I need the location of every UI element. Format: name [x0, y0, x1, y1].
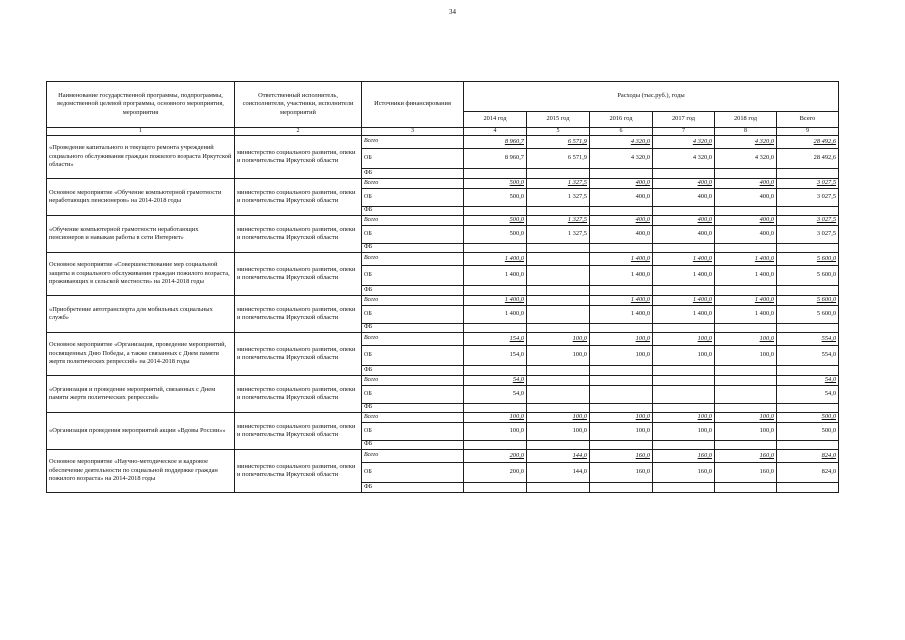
table-row [47, 333, 839, 346]
source-regional-label: ОБ [362, 386, 464, 404]
total-value-text: 500,0 [821, 413, 837, 421]
source-regional-label: ОБ [362, 423, 464, 441]
total-value [715, 136, 777, 149]
total-value [777, 450, 839, 463]
total-value [715, 296, 777, 306]
column-number: 9 [777, 128, 839, 136]
regional-value: 400,0 [715, 189, 777, 207]
source-total-label: Всего [362, 376, 464, 386]
federal-value [464, 169, 527, 179]
regional-value: 500,0 [777, 423, 839, 441]
total-value [653, 179, 715, 189]
total-value [715, 413, 777, 423]
total-value-text: 400,0 [759, 216, 774, 224]
total-value-text: 5 600,0 [816, 254, 837, 262]
item-name: Основное мероприятие «Организация, проведение мероприятий, посвященных Дню Победы, а также связанных с Днем памяти жертв политических репрессий» на 2014-2018 годы [47, 333, 235, 376]
federal-value [590, 207, 653, 216]
item-executor: министерство социального развития, опеки и попечительства Иркутской области [235, 296, 362, 333]
federal-value [715, 324, 777, 333]
column-number: 4 [464, 128, 527, 136]
regional-value: 5 600,0 [777, 266, 839, 286]
regional-value [715, 386, 777, 404]
federal-value [464, 324, 527, 333]
total-value-text: 1 400,0 [754, 296, 774, 304]
regional-value: 1 400,0 [653, 266, 715, 286]
regional-value: 400,0 [590, 226, 653, 244]
source-regional-label: ОБ [362, 306, 464, 324]
regional-value: 554,0 [777, 346, 839, 366]
source-total-label: Всего [362, 136, 464, 149]
source-regional-label: ОБ [362, 189, 464, 207]
federal-value [715, 483, 777, 493]
total-value-text: 824,0 [821, 451, 837, 459]
total-value-text: 1 327,5 [567, 179, 587, 187]
total-value [527, 136, 590, 149]
table-row [47, 296, 839, 306]
federal-value [715, 169, 777, 179]
total-value-text: 8 960,7 [504, 137, 524, 145]
total-value-text: 144,0 [572, 451, 587, 459]
page-number: 34 [449, 8, 456, 16]
table-row [47, 136, 839, 149]
header-year: 2015 год [527, 112, 590, 128]
total-value [590, 450, 653, 463]
header-year: 2014 год [464, 112, 527, 128]
total-value [777, 333, 839, 346]
federal-value [715, 207, 777, 216]
federal-value [527, 286, 590, 296]
regional-value: 500,0 [464, 189, 527, 207]
regional-value: 3 027,5 [777, 226, 839, 244]
total-value [590, 296, 653, 306]
total-value-text: 100,0 [759, 413, 774, 421]
item-name: «Обучение компьютерной грамотности неработающих пенсионеров и навыкам работы в сети Интернет» [47, 216, 235, 253]
regional-value: 1 327,5 [527, 189, 590, 207]
column-number: 3 [362, 128, 464, 136]
total-value [653, 136, 715, 149]
source-regional-label: ОБ [362, 149, 464, 169]
regional-value: 54,0 [777, 386, 839, 404]
federal-value [715, 286, 777, 296]
federal-value [590, 366, 653, 376]
regional-value: 8 960,7 [464, 149, 527, 169]
total-value [715, 376, 777, 386]
regional-value: 400,0 [653, 226, 715, 244]
item-executor: министерство социального развития, опеки и попечительства Иркутской области [235, 253, 362, 296]
source-regional-label: ОБ [362, 346, 464, 366]
item-name: «Организация и проведение мероприятий, связанных с Днем памяти жертв политических репрессий» [47, 376, 235, 413]
source-federal-label: ФБ [362, 244, 464, 253]
total-value-text: 100,0 [572, 413, 587, 421]
source-federal-label: ФБ [362, 207, 464, 216]
regional-value: 500,0 [464, 226, 527, 244]
total-value-text: 160,0 [759, 451, 774, 459]
federal-value [590, 169, 653, 179]
header-year: 2018 год [715, 112, 777, 128]
total-value [590, 376, 653, 386]
federal-value [777, 366, 839, 376]
total-value [464, 136, 527, 149]
regional-value: 154,0 [464, 346, 527, 366]
header-expenses: Расходы (тыс.руб.), годы [464, 82, 839, 112]
table-row [47, 450, 839, 463]
federal-value [777, 483, 839, 493]
total-value-text: 28 492,6 [813, 137, 837, 145]
federal-value [464, 207, 527, 216]
regional-value: 1 400,0 [590, 306, 653, 324]
total-value [527, 376, 590, 386]
total-value-text: 100,0 [509, 413, 524, 421]
source-federal-label: ФБ [362, 366, 464, 376]
federal-value [464, 441, 527, 450]
federal-value [527, 244, 590, 253]
total-value [527, 413, 590, 423]
total-value-text: 554,0 [821, 334, 837, 342]
total-value-text: 5 600,0 [816, 296, 837, 304]
regional-value: 160,0 [715, 463, 777, 483]
total-value [590, 179, 653, 189]
item-name: «Приобретение автотранспорта для мобильных социальных служб» [47, 296, 235, 333]
regional-value [590, 386, 653, 404]
federal-value [590, 286, 653, 296]
federal-value [777, 441, 839, 450]
regional-value: 1 400,0 [715, 266, 777, 286]
federal-value [653, 324, 715, 333]
federal-value [464, 483, 527, 493]
header-year: Всего [777, 112, 839, 128]
total-value-text: 1 400,0 [754, 254, 774, 262]
regional-value: 100,0 [653, 423, 715, 441]
federal-value [527, 169, 590, 179]
total-value [777, 376, 839, 386]
column-number: 6 [590, 128, 653, 136]
item-executor: министерство социального развития, опеки и попечительства Иркутской области [235, 136, 362, 179]
total-value-text: 6 571,9 [567, 137, 587, 145]
total-value [777, 136, 839, 149]
total-value [527, 179, 590, 189]
federal-value [777, 404, 839, 413]
federal-value [527, 441, 590, 450]
total-value [590, 333, 653, 346]
total-value [653, 296, 715, 306]
column-number: 5 [527, 128, 590, 136]
total-value-text: 100,0 [572, 334, 587, 342]
federal-value [715, 404, 777, 413]
federal-value [464, 286, 527, 296]
item-executor: министерство социального развития, опеки и попечительства Иркутской области [235, 179, 362, 216]
federal-value [715, 366, 777, 376]
total-value-text: 1 400,0 [692, 254, 712, 262]
total-value-text: 100,0 [635, 334, 650, 342]
federal-value [527, 404, 590, 413]
total-value-text: 1 400,0 [504, 254, 524, 262]
total-value [653, 450, 715, 463]
federal-value [653, 286, 715, 296]
federal-value [653, 244, 715, 253]
source-total-label: Всего [362, 413, 464, 423]
item-name: «Организация проведения мероприятий акции «Вдовы России»» [47, 413, 235, 450]
federal-value [715, 244, 777, 253]
regional-value: 144,0 [527, 463, 590, 483]
total-value-text: 1 400,0 [630, 254, 650, 262]
regional-value: 28 492,6 [777, 149, 839, 169]
total-value-text: 400,0 [697, 216, 712, 224]
total-value-text: 4 320,0 [692, 137, 712, 145]
regional-value: 100,0 [590, 423, 653, 441]
total-value-text: 100,0 [635, 413, 650, 421]
total-value [464, 413, 527, 423]
regional-value: 100,0 [715, 423, 777, 441]
total-value [777, 179, 839, 189]
total-value [464, 253, 527, 266]
regional-value: 100,0 [527, 423, 590, 441]
total-value-text: 500,0 [509, 179, 524, 187]
source-federal-label: ФБ [362, 441, 464, 450]
source-total-label: Всего [362, 216, 464, 226]
total-value [715, 333, 777, 346]
item-executor: министерство социального развития, опеки и попечительства Иркутской области [235, 413, 362, 450]
total-value-text: 54,0 [824, 376, 837, 384]
regional-value: 1 400,0 [590, 266, 653, 286]
total-value-text: 400,0 [759, 179, 774, 187]
total-value-text: 160,0 [697, 451, 712, 459]
source-federal-label: ФБ [362, 286, 464, 296]
total-value [653, 376, 715, 386]
regional-value: 1 400,0 [464, 306, 527, 324]
table-row [47, 253, 839, 266]
federal-value [590, 441, 653, 450]
total-value [464, 333, 527, 346]
item-name: Основное мероприятие «Совершенствование мер социальной защиты и социального обслуживания граждан пожилого возраста, проживающих в сельской местности» на 2014-2018 годы [47, 253, 235, 296]
header-sources: Источники финансирования [362, 82, 464, 128]
regional-value: 54,0 [464, 386, 527, 404]
header-name: Наименование государственной программы, подпрограммы, ведомственной целевой программы, основного мероприятия, мероприятия [47, 82, 235, 128]
total-value-text: 200,0 [509, 451, 524, 459]
federal-value [590, 244, 653, 253]
regional-value [527, 306, 590, 324]
total-value [590, 216, 653, 226]
total-value-text: 500,0 [509, 216, 524, 224]
column-number: 1 [47, 128, 235, 136]
total-value-text: 100,0 [697, 334, 712, 342]
total-value [590, 136, 653, 149]
federal-value [777, 207, 839, 216]
item-executor: министерство социального развития, опеки и попечительства Иркутской области [235, 450, 362, 493]
regional-value: 1 400,0 [464, 266, 527, 286]
header-year: 2017 год [653, 112, 715, 128]
total-value [777, 413, 839, 423]
federal-value [590, 483, 653, 493]
item-executor: министерство социального развития, опеки и попечительства Иркутской области [235, 376, 362, 413]
federal-value [464, 244, 527, 253]
federal-value [464, 404, 527, 413]
column-number: 2 [235, 128, 362, 136]
federal-value [527, 324, 590, 333]
total-value-text: 100,0 [697, 413, 712, 421]
regional-value: 100,0 [715, 346, 777, 366]
column-number: 8 [715, 128, 777, 136]
total-value-text: 4 320,0 [630, 137, 650, 145]
regional-value: 4 320,0 [590, 149, 653, 169]
total-value [715, 253, 777, 266]
source-regional-label: ОБ [362, 266, 464, 286]
source-federal-label: ФБ [362, 324, 464, 333]
total-value-text: 400,0 [635, 179, 650, 187]
federal-value [590, 404, 653, 413]
column-number: 7 [653, 128, 715, 136]
federal-value [653, 366, 715, 376]
source-regional-label: ОБ [362, 226, 464, 244]
total-value-text: 3 027,5 [816, 216, 837, 224]
table-row [47, 179, 839, 189]
federal-value [527, 483, 590, 493]
total-value [653, 333, 715, 346]
regional-value: 824,0 [777, 463, 839, 483]
total-value [527, 296, 590, 306]
regional-value: 100,0 [464, 423, 527, 441]
total-value [715, 450, 777, 463]
regional-value: 1 400,0 [653, 306, 715, 324]
regional-value: 100,0 [653, 346, 715, 366]
total-value [715, 216, 777, 226]
total-value-text: 100,0 [759, 334, 774, 342]
federal-value [715, 441, 777, 450]
regional-value [653, 386, 715, 404]
total-value-text: 1 400,0 [504, 296, 524, 304]
table-row [47, 216, 839, 226]
header-executor: Ответственный исполнитель, соисполнители, участники, исполнители мероприятий [235, 82, 362, 128]
federal-value [527, 207, 590, 216]
item-executor: министерство социального развития, опеки и попечительства Иркутской области [235, 216, 362, 253]
total-value-text: 1 327,5 [567, 216, 587, 224]
federal-value [653, 169, 715, 179]
item-name: Основное мероприятие «Научно-методическое и кадровое обеспечение деятельности по социальной поддержке граждан пожилого возраста» на 2014-2018 годы [47, 450, 235, 493]
source-regional-label: ОБ [362, 463, 464, 483]
total-value [464, 216, 527, 226]
total-value [527, 333, 590, 346]
regional-value: 4 320,0 [653, 149, 715, 169]
federal-value [777, 324, 839, 333]
regional-value [527, 386, 590, 404]
regional-value: 100,0 [527, 346, 590, 366]
federal-value [590, 324, 653, 333]
total-value [527, 253, 590, 266]
regional-value: 160,0 [653, 463, 715, 483]
regional-value [527, 266, 590, 286]
regional-value: 5 600,0 [777, 306, 839, 324]
federal-value [653, 483, 715, 493]
total-value [653, 216, 715, 226]
source-federal-label: ФБ [362, 169, 464, 179]
regional-value: 400,0 [653, 189, 715, 207]
federal-value [777, 169, 839, 179]
regional-value: 6 571,9 [527, 149, 590, 169]
total-value-text: 3 027,5 [816, 179, 837, 187]
total-value-text: 54,0 [512, 376, 524, 384]
total-value [777, 216, 839, 226]
federal-value [653, 404, 715, 413]
total-value [464, 450, 527, 463]
expenses-table [46, 81, 839, 493]
total-value [527, 216, 590, 226]
total-value-text: 400,0 [635, 216, 650, 224]
item-name: «Проведение капитального и текущего ремонта учреждений социального обслуживания граждан пожилого возраста Иркутской области» [47, 136, 235, 179]
source-total-label: Всего [362, 253, 464, 266]
source-federal-label: ФБ [362, 483, 464, 493]
total-value-text: 154,0 [509, 334, 524, 342]
federal-value [464, 366, 527, 376]
total-value-text: 1 400,0 [630, 296, 650, 304]
total-value [590, 253, 653, 266]
federal-value [527, 366, 590, 376]
federal-value [653, 441, 715, 450]
source-federal-label: ФБ [362, 404, 464, 413]
federal-value [777, 286, 839, 296]
total-value [590, 413, 653, 423]
item-name: Основное мероприятие «Обучение компьютерной грамотности неработающих пенсионеров» на 2014-2018 годы [47, 179, 235, 216]
total-value [653, 253, 715, 266]
total-value [527, 450, 590, 463]
total-value [715, 179, 777, 189]
total-value-text: 1 400,0 [692, 296, 712, 304]
total-value [777, 253, 839, 266]
regional-value: 3 027,5 [777, 189, 839, 207]
table-row [47, 376, 839, 386]
total-value [653, 413, 715, 423]
total-value [464, 296, 527, 306]
total-value [464, 376, 527, 386]
table-row [47, 413, 839, 423]
regional-value: 400,0 [590, 189, 653, 207]
regional-value: 1 327,5 [527, 226, 590, 244]
item-executor: министерство социального развития, опеки и попечительства Иркутской области [235, 333, 362, 376]
regional-value: 160,0 [590, 463, 653, 483]
total-value [464, 179, 527, 189]
total-value-text: 4 320,0 [754, 137, 774, 145]
total-value [777, 296, 839, 306]
header-year: 2016 год [590, 112, 653, 128]
source-total-label: Всего [362, 179, 464, 189]
total-value-text: 160,0 [635, 451, 650, 459]
source-total-label: Всего [362, 450, 464, 463]
regional-value: 4 320,0 [715, 149, 777, 169]
source-total-label: Всего [362, 333, 464, 346]
federal-value [653, 207, 715, 216]
regional-value: 200,0 [464, 463, 527, 483]
regional-value: 1 400,0 [715, 306, 777, 324]
regional-value: 100,0 [590, 346, 653, 366]
regional-value: 400,0 [715, 226, 777, 244]
total-value-text: 400,0 [697, 179, 712, 187]
federal-value [777, 244, 839, 253]
source-total-label: Всего [362, 296, 464, 306]
